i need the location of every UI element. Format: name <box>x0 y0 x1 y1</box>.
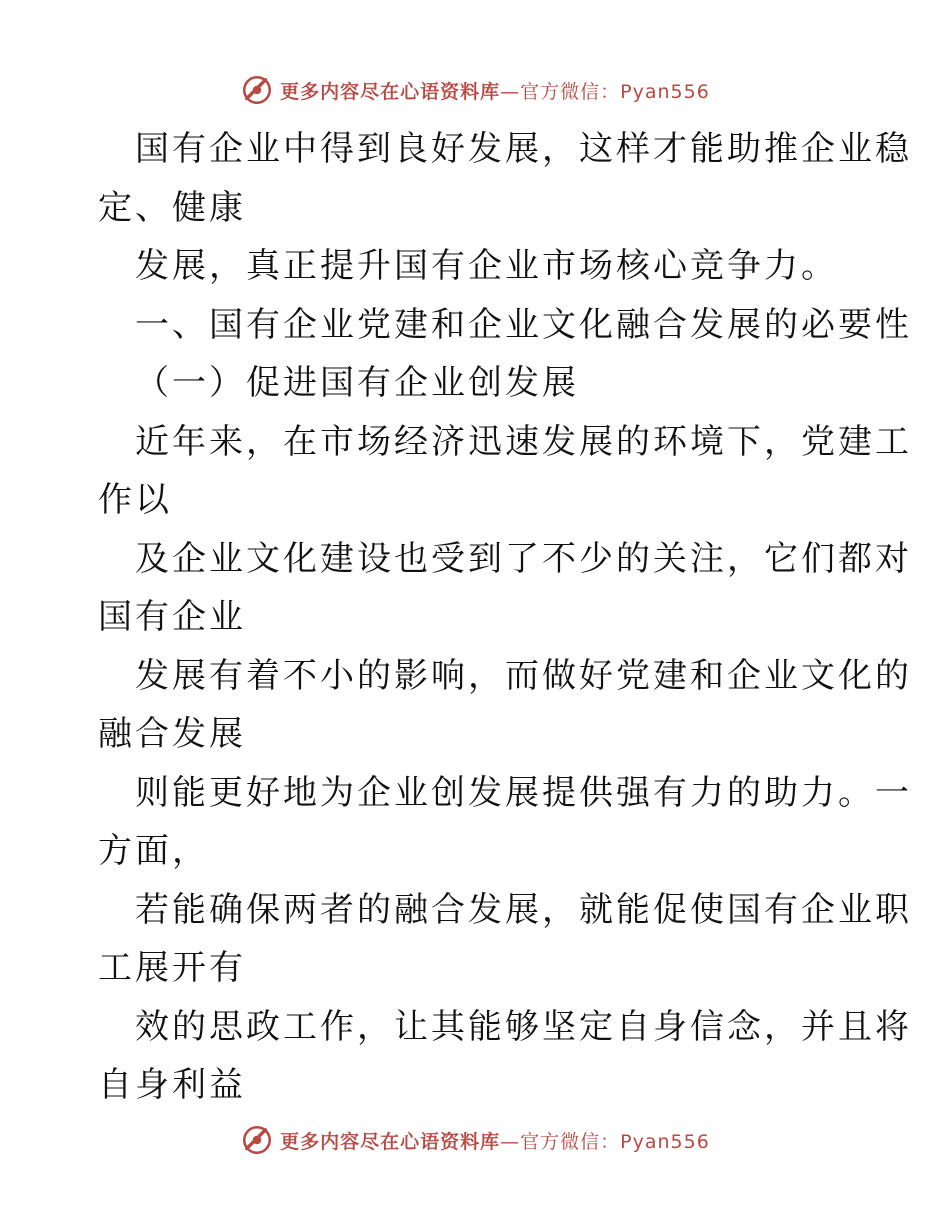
text-line: 工展开有 <box>98 948 246 988</box>
watermark-brand: 更多内容尽在心语资料库 <box>280 1130 501 1153</box>
text-line: 国有企业中得到良好发展，这样才能助推企业稳 <box>135 129 912 169</box>
text-line: 则能更好地为企业创发展提供强有力的助力。一 <box>135 772 912 813</box>
footer-watermark <box>0 1120 950 1160</box>
text-line: 融合发展 <box>98 714 246 754</box>
text-line: 若能确保两者的融合发展，就能促使国有企业职 <box>135 889 912 930</box>
subsection-heading: （一）促进国有企业创发展 <box>135 363 579 403</box>
watermark-brand: 更多内容尽在心语资料库 <box>280 80 501 103</box>
watermark-contact: —官方微信：Pyan556 <box>500 1130 710 1153</box>
document-body <box>98 120 912 1115</box>
text-line: 作以 <box>98 480 172 520</box>
text-line: 发展，真正提升国有企业市场核心竞争力。 <box>135 246 838 286</box>
watermark-logo-icon <box>240 1123 274 1157</box>
text-line: 近年来，在市场经济迅速发展的环境下，党建工 <box>135 421 912 462</box>
text-line: 国有企业 <box>98 597 246 637</box>
text-line: 效的思政工作，让其能够坚定自身信念，并且将 <box>135 1006 912 1047</box>
watermark-logo-icon <box>240 73 274 107</box>
text-line: 自身利益 <box>98 1065 246 1105</box>
text-line: 方面， <box>98 831 209 871</box>
header-watermark <box>0 70 950 110</box>
text-line: 发展有着不小的影响，而做好党建和企业文化的 <box>135 655 912 696</box>
text-line: 及企业文化建设也受到了不少的关注，它们都对 <box>135 538 912 579</box>
watermark-contact: —官方微信：Pyan556 <box>500 80 710 103</box>
text-line: 定、健康 <box>98 187 246 228</box>
section-heading: 一、国有企业党建和企业文化融合发展的必要性 <box>135 304 912 345</box>
